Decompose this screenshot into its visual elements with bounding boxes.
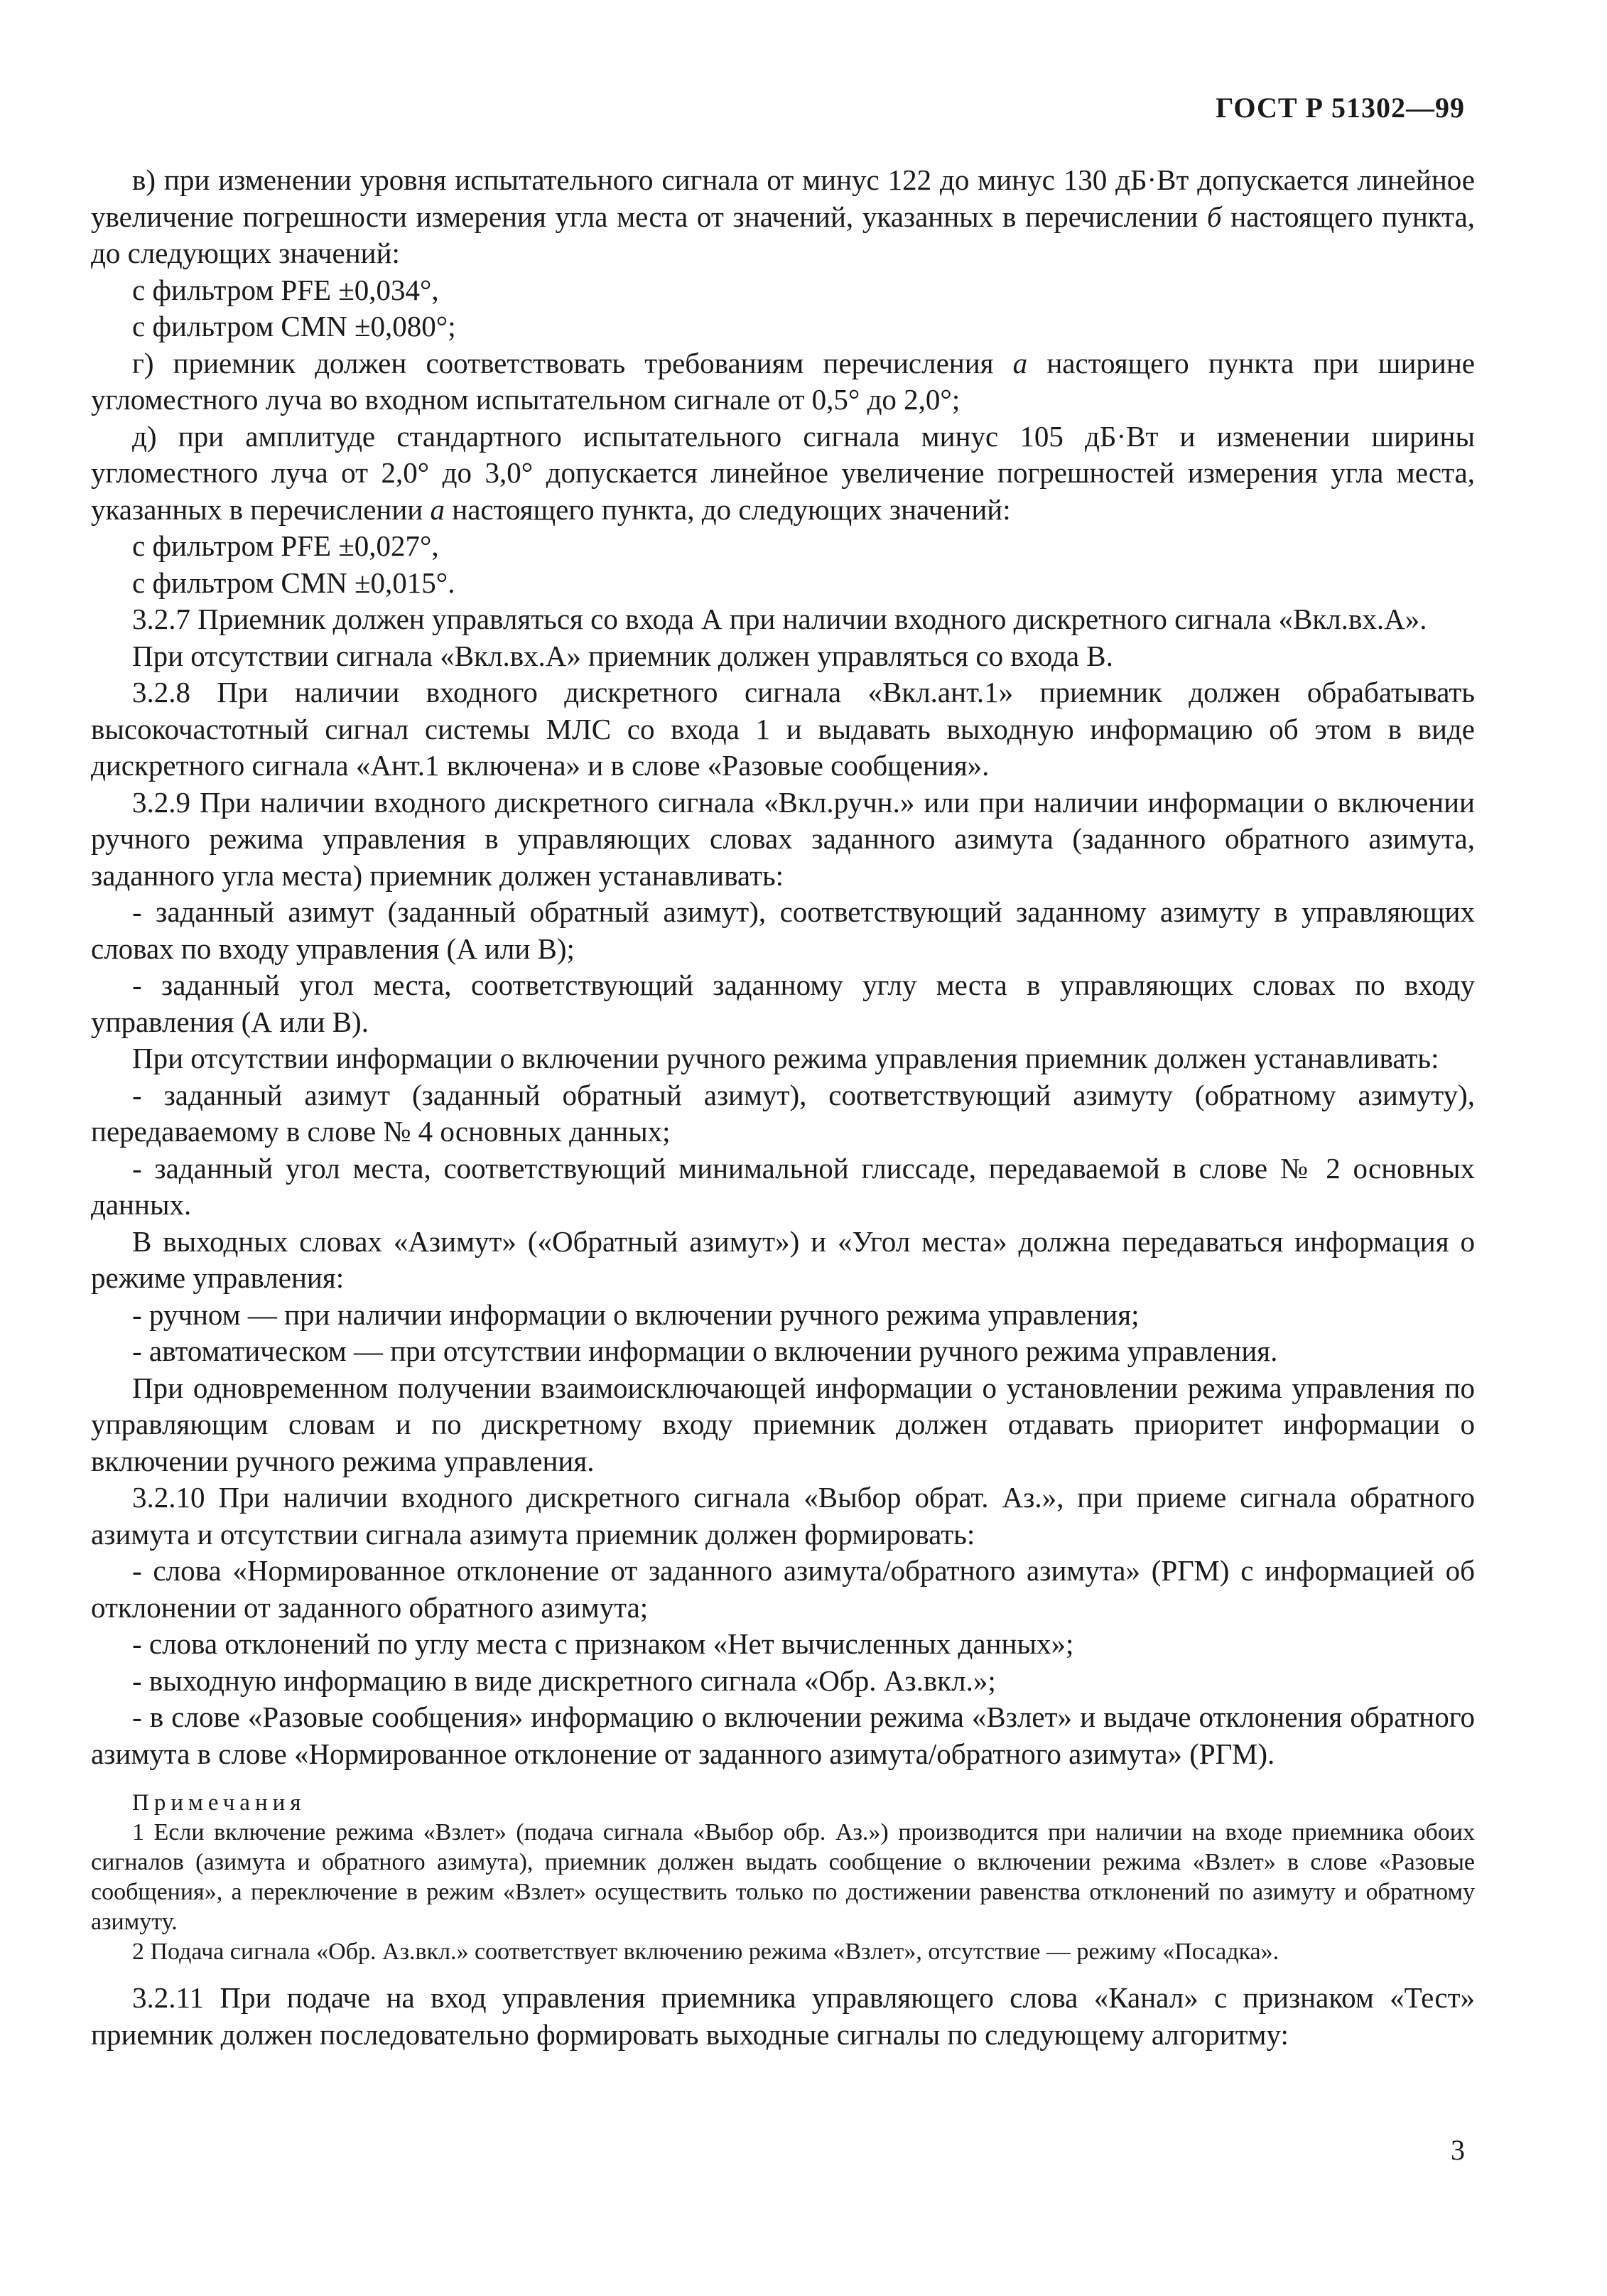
section-3-2-9-d: - заданный азимут (заданный обратный азимут), соответствующий азимуту (обратному азимуту), передаваемому в слове № 4 основных данных; (91, 1078, 1475, 1148)
section-3-2-10: 3.2.10 При наличии входного дискретного сигнала «Выбор обрат. Аз.», при приеме сигнала обратного азимута и отсутствии сигнала азимута приемник должен формировать: (91, 1481, 1475, 1551)
paragraph-v: в) при изменении уровня испытательного сигнала от минус 122 до минус 130 дБ·Вт допускается линейное увеличение погрешности измерения угла места от значений, указанных в перечислении б настоящего пункта, до следующих значений: (91, 163, 1476, 269)
section-3-2-9-c: При отсутствии информации о включении ручного режима управления приемник должен устанавливать: (132, 1042, 1439, 1074)
section-3-2-9-f: В выходных словах «Азимут» («Обратный азимут») и «Угол места» должна передаваться информация о режиме управления: (91, 1224, 1475, 1294)
section-3-2-9-h: - автоматическом — при отсутствии информации о включении ручного режима управления. (132, 1335, 1278, 1367)
section-3-2-9-b: - заданный угол места, соответствующий заданному углу места в управляющих словах по входу управления (А или В). (91, 969, 1475, 1038)
section-3-2-9-a: - заданный азимут (заданный обратный азимут), соответствующий заданному азимуту в управляющих словах по входу управления (А или В); (91, 895, 1475, 965)
section-3-2-8: 3.2.8 При наличии входного дискретного сигнала «Вкл.ант.1» приемник должен обрабатывать высокочастотный сигнал системы МЛС со входа 1 и выдавать выходную информацию об этом в виде дискретного сигнала «Ант.1 включена» и в слове «Разовые сообщения». (91, 676, 1475, 782)
note-2: 2 Подача сигнала «Обр. Аз.вкл.» соответствует включению режима «Взлет», отсутствие — режиму «Посадка». (132, 1939, 1279, 1965)
page-number: 3 (1451, 2134, 1465, 2166)
section-3-2-9-i: При одновременном получении взаимоисключающей информации о установлении режима управления по управляющим словам и по дискретному входу приемник должен отдавать приоритет информации о включении ручного режима управления. (91, 1371, 1475, 1477)
note-1: 1 Если включение режима «Взлет» (подача сигнала «Выбор обр. Аз.») производится при наличии на входе приемника обоих сигналов (азимута и обратного азимута), приемник должен выдать сообщение о включении режима «Взлет» в слове «Разовые сообщения», а переключение в режим «Взлет» осуществить только по достижении равенства отклонений по азимуту и обратному азимуту. (91, 1819, 1475, 1935)
paragraph-d: д) при амплитуде стандартного испытательного сигнала минус 105 дБ·Вт и изменении ширины угломестного луча от 2,0° до 3,0° допускается линейное увеличение погрешностей измерения угла места, указанных в перечислении а настоящего пункта, до следующих значений: (91, 419, 1475, 526)
section-3-2-9-e: - заданный угол места, соответствующий минимальной глиссаде, передаваемой в слове № 2 основных данных. (91, 1151, 1475, 1221)
section-3-2-7: 3.2.7 Приемник должен управляться со входа А при наличии входного дискретного сигнала «Вкл.вх.А». (132, 603, 1427, 635)
section-3-2-9: 3.2.9 При наличии входного дискретного сигнала «Вкл.ручн.» или при наличии информации о включении ручного режима управления в управляющих словах заданного азимута (заданного обратного азимута, заданного угла места) приемник должен устанавливать: (91, 785, 1475, 892)
section-3-2-9-g: - ручном — при наличии информации о включении ручного режима управления; (132, 1298, 1140, 1331)
document-header: ГОСТ Р 51302—99 (1215, 92, 1465, 124)
section-3-2-10-d: - в слове «Разовые сообщения» информацию о включении режима «Взлет» и выдаче отклонения обратного азимута в слове «Нормированное отклонение от заданного азимута/обратного азимута» (РГМ). (91, 1701, 1475, 1770)
filter-cmn-line-2: с фильтром CMN ±0,015°. (132, 566, 455, 599)
document-body (91, 162, 1475, 2053)
section-3-2-10-c: - выходную информацию в виде дискретного сигнала «Обр. Аз.вкл.»; (132, 1664, 996, 1697)
section-3-2-11: 3.2.11 При подаче на вход управления приемника управляющего слова «Канал» с признаком «Тест» приемник должен последовательно формировать выходные сигналы по следующему алгоритму: (91, 1981, 1475, 2051)
section-3-2-10-b: - слова отклонений по углу места с признаком «Нет вычисленных данных»; (132, 1627, 1074, 1660)
section-3-2-7-b: При отсутствии сигнала «Вкл.вх.А» приемник должен управляться со входа В. (132, 639, 1113, 672)
filter-cmn-line: с фильтром CMN ±0,080°; (132, 310, 456, 343)
paragraph-g: г) приемник должен соответствовать требованиям перечисления а настоящего пункта при ширине угломестного луча во входном испытательном сигнале от 0,5° до 2,0°; (91, 346, 1476, 416)
section-3-2-10-a: - слова «Нормированное отклонение от заданного азимута/обратного азимута» (РГМ) с информацией об отклонении от заданного обратного азимута; (91, 1554, 1475, 1624)
filter-pfe-line: с фильтром PFE ±0,034°, (132, 273, 439, 306)
notes-heading: Примечания (132, 1790, 306, 1816)
filter-pfe-line-2: с фильтром PFE ±0,027°, (132, 529, 439, 562)
